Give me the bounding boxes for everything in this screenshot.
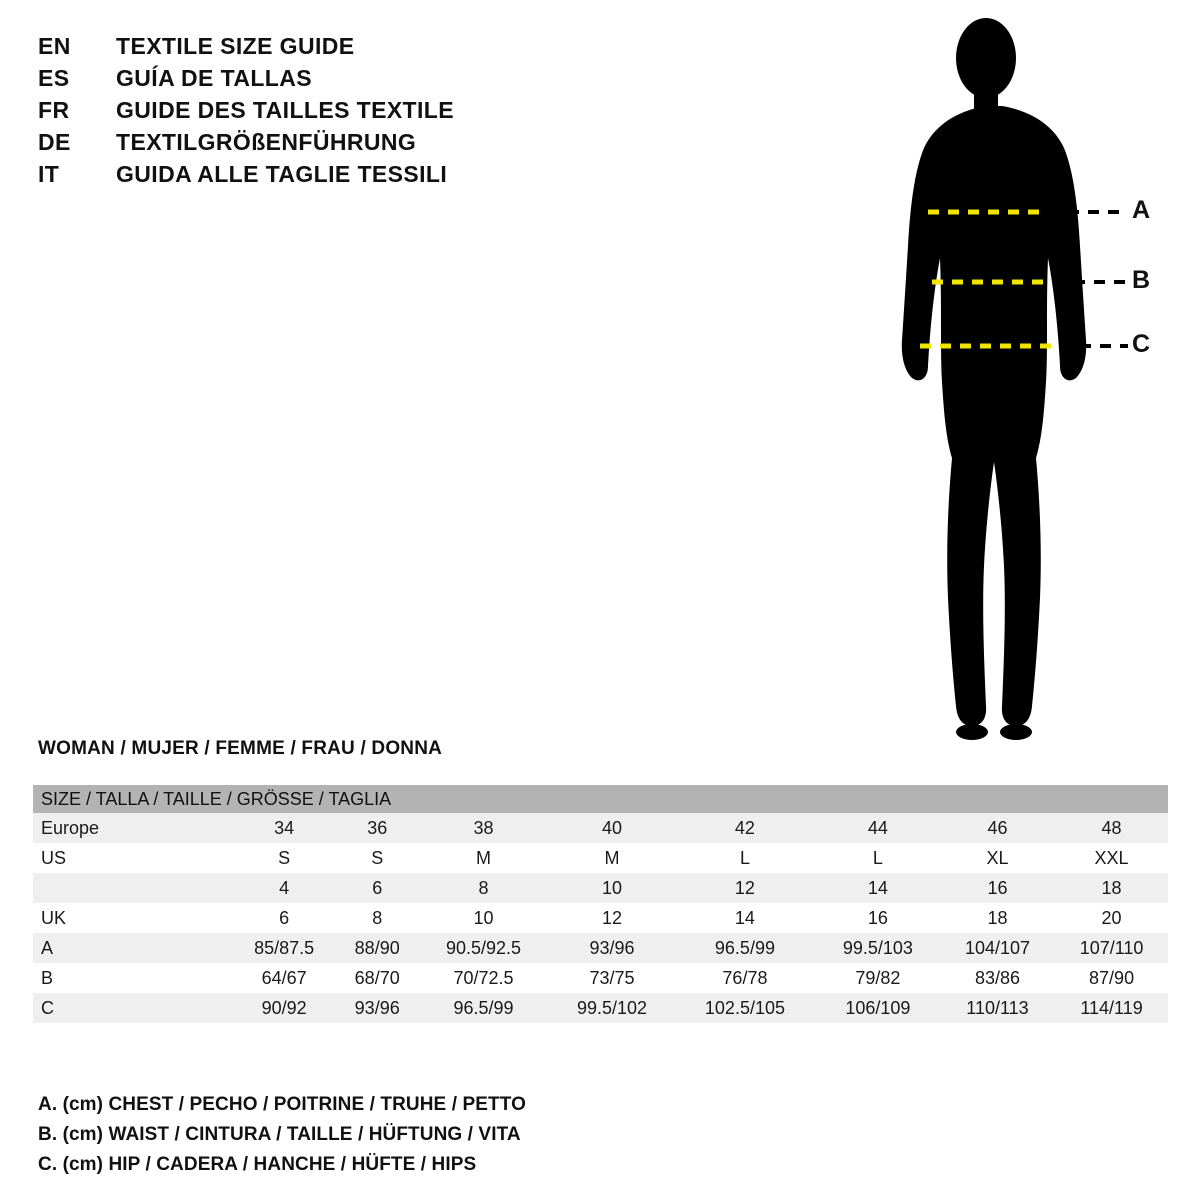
cell: 106/109: [816, 993, 940, 1023]
cell: 70/72.5: [417, 963, 550, 993]
cell: 64/67: [231, 963, 337, 993]
table-row: [33, 933, 1168, 963]
cell: 85/87.5: [231, 933, 337, 963]
cell: 12: [550, 903, 674, 933]
row-label-us: US: [33, 843, 231, 873]
language-row-fr: [38, 94, 558, 126]
cell: 68/70: [337, 963, 417, 993]
female-silhouette-icon: [850, 10, 1190, 750]
cell: M: [417, 843, 550, 873]
cell: 36: [337, 813, 417, 843]
cell: 104/107: [940, 933, 1055, 963]
cell: M: [550, 843, 674, 873]
table-row: [33, 813, 1168, 843]
cell: S: [337, 843, 417, 873]
cell: 88/90: [337, 933, 417, 963]
cell: 34: [231, 813, 337, 843]
cell: 10: [417, 903, 550, 933]
language-text-it: GUIDA ALLE TAGLIE TESSILI: [116, 161, 448, 187]
cell: 38: [417, 813, 550, 843]
cell: 4: [231, 873, 337, 903]
cell: XL: [940, 843, 1055, 873]
size-table: [33, 785, 1168, 1023]
body-measurement-figure: [850, 10, 1190, 750]
table-row: [33, 903, 1168, 933]
cell: S: [231, 843, 337, 873]
cell: 8: [337, 903, 417, 933]
cell: 93/96: [550, 933, 674, 963]
cell: XXL: [1055, 843, 1168, 873]
table-header-label: SIZE / TALLA / TAILLE / GRÖSSE / TAGLIA: [33, 785, 1168, 813]
cell: 8: [417, 873, 550, 903]
marker-label-c: C: [1132, 330, 1151, 358]
cell: 46: [940, 813, 1055, 843]
cell: 44: [816, 813, 940, 843]
row-label-europe: Europe: [33, 813, 231, 843]
cell: 18: [1055, 873, 1168, 903]
cell: 73/75: [550, 963, 674, 993]
table-row: [33, 873, 1168, 903]
cell: 10: [550, 873, 674, 903]
cell: 93/96: [337, 993, 417, 1023]
row-label-c: C: [33, 993, 231, 1023]
row-label-uk: UK: [33, 903, 231, 933]
cell: 6: [337, 873, 417, 903]
marker-label-b: B: [1132, 266, 1151, 294]
row-label-b: B: [33, 963, 231, 993]
cell: 6: [231, 903, 337, 933]
language-row-it: [38, 158, 558, 190]
cell: 83/86: [940, 963, 1055, 993]
cell: 90.5/92.5: [417, 933, 550, 963]
cell: 90/92: [231, 993, 337, 1023]
cell: L: [674, 843, 816, 873]
cell: 14: [816, 873, 940, 903]
cell: 87/90: [1055, 963, 1168, 993]
language-row-de: [38, 126, 558, 158]
legend-line-a: A. (cm) CHEST / PECHO / POITRINE / TRUHE / PETTO: [38, 1094, 526, 1115]
cell: 12: [674, 873, 816, 903]
table-header-row: [33, 785, 1168, 813]
measurement-legend: [38, 1090, 738, 1180]
cell: 16: [940, 873, 1055, 903]
language-row-en: [38, 30, 558, 62]
cell: 110/113: [940, 993, 1055, 1023]
language-title-block: [38, 30, 558, 190]
legend-line-c: C. (cm) HIP / CADERA / HANCHE / HÜFTE / HIPS: [38, 1154, 477, 1175]
table-row: [33, 993, 1168, 1023]
language-text-de: TEXTILGRÖßENFÜHRUNG: [116, 129, 417, 155]
cell: 114/119: [1055, 993, 1168, 1023]
row-label-us-numeric: [33, 873, 231, 903]
cell: 79/82: [816, 963, 940, 993]
cell: 96.5/99: [417, 993, 550, 1023]
language-text-es: GUÍA DE TALLAS: [116, 65, 312, 91]
marker-label-a: A: [1132, 196, 1151, 224]
row-label-a: A: [33, 933, 231, 963]
table-row: [33, 843, 1168, 873]
language-row-es: [38, 62, 558, 94]
language-text-en: TEXTILE SIZE GUIDE: [116, 33, 355, 59]
language-code-en: EN: [38, 33, 71, 59]
cell: 16: [816, 903, 940, 933]
cell: 40: [550, 813, 674, 843]
cell: 107/110: [1055, 933, 1168, 963]
cell: 96.5/99: [674, 933, 816, 963]
section-caption: WOMAN / MUJER / FEMME / FRAU / DONNA: [38, 738, 443, 759]
cell: 20: [1055, 903, 1168, 933]
cell: 14: [674, 903, 816, 933]
language-code-it: IT: [38, 161, 60, 187]
cell: 48: [1055, 813, 1168, 843]
cell: L: [816, 843, 940, 873]
cell: 18: [940, 903, 1055, 933]
table-row: [33, 963, 1168, 993]
cell: 99.5/102: [550, 993, 674, 1023]
legend-line-b: B. (cm) WAIST / CINTURA / TAILLE / HÜFTUNG / VITA: [38, 1124, 521, 1145]
cell: 76/78: [674, 963, 816, 993]
cell: 102.5/105: [674, 993, 816, 1023]
language-text-fr: GUIDE DES TAILLES TEXTILE: [116, 97, 454, 123]
language-code-es: ES: [38, 65, 70, 91]
language-code-de: DE: [38, 129, 71, 155]
cell: 99.5/103: [816, 933, 940, 963]
language-code-fr: FR: [38, 97, 70, 123]
cell: 42: [674, 813, 816, 843]
